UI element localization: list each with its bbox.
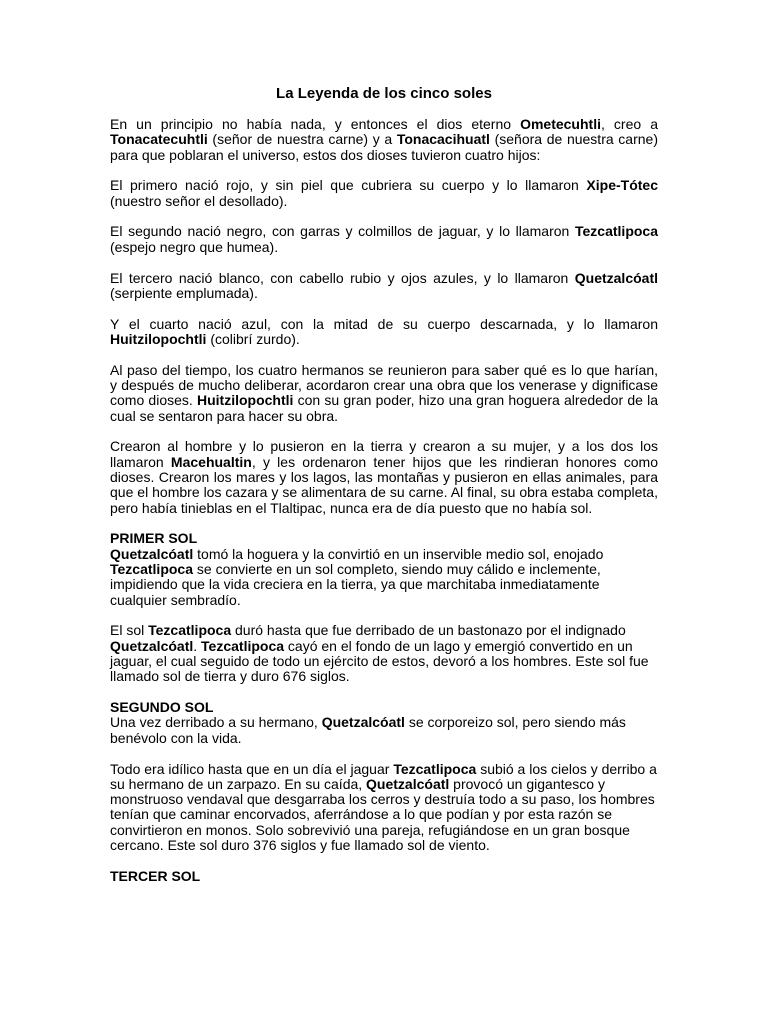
text-run: Una vez derribado a su hermano, [110, 714, 322, 731]
bold-name: Quetzalcóatl [110, 545, 194, 562]
text-run: . [193, 637, 202, 654]
paragraph [110, 531, 658, 607]
bold-name: Tonacacihuatl [396, 131, 490, 148]
text-run: El segundo nació negro, con garras y colmillos de jaguar, y lo llamaron [110, 223, 575, 240]
bold-name: Quetzalcóatl [110, 637, 194, 654]
text-run: se convierte en un sol completo, siendo muy cálido e inclemente, impidiendo que la vida creciera en la tierra, ya que marchitaba inmediatamente cualquier sembradío. [110, 561, 601, 608]
text-run: (colibrí zurdo). [206, 330, 300, 347]
bold-name: Macehualtin [170, 453, 252, 470]
bold-name: Huitzilopochtli [110, 330, 207, 347]
text-run: Al paso del tiempo, los cuatro hermanos se reunieron para saber qué es lo que harían, y después de mucho deliberar, acordaron crear una obra que los venerase y dignificase como dioses. [110, 361, 658, 409]
text-run: (serpiente emplumada). [110, 284, 258, 301]
paragraph [110, 762, 658, 854]
text-run: Todo era idílico hasta que en un día el jaguar [110, 760, 394, 777]
bold-name: Tezcatlipoca [393, 760, 477, 777]
bold-name: Huitzilopochtli [197, 392, 294, 409]
bold-name: Tonacatecuhtli [110, 131, 208, 148]
text-run: , y les ordenaron tener hijos que les rindieran honores como dioses. Crearon los mares y los lagos, las montañas y pusieron en ellas animales, para que el hombre los cazara y se alimentara de su carne. Al final, su obra estaba completa, pero había tinieblas en el Tlaltipac, nunca era de día puesto que no había sol. [110, 453, 658, 516]
text-run: (nuestro señor el desollado). [110, 192, 288, 209]
text-run: subió a los cielos y derribo a su hermano de un zarpazo. En su caída, [110, 760, 657, 792]
paragraph [110, 700, 658, 746]
bold-name: Tezcatlipoca [575, 223, 658, 240]
document-body [110, 117, 658, 900]
section-heading: TERCER SOL [110, 867, 201, 884]
text-run: , creo a [600, 116, 658, 132]
paragraph [110, 869, 658, 884]
text-run: se corporeizo sol, pero siendo más benévolo con la vida. [110, 714, 626, 746]
paragraph [110, 224, 658, 255]
text-run: El tercero nació blanco, con cabello rubio y ojos azules, y lo llamaron [110, 269, 575, 286]
text-run: (señora de nuestra carne) para que poblaran el universo, estos dos dioses tuvieron cuatro hijos: [110, 131, 658, 163]
bold-name: Ometecuhtli [520, 116, 601, 132]
text-run: Crearon al hombre y lo pusieron en la tierra y crearon a su mujer, y a los dos los llamaron [110, 438, 658, 470]
bold-name: Tezcatlipoca [110, 561, 193, 578]
text-run: El sol [110, 622, 149, 639]
paragraph [110, 271, 658, 302]
text-run: tomó la hoguera y la convirtió en un inservible medio sol, enojado [193, 545, 604, 562]
paragraph [110, 178, 658, 209]
text-run: El primero nació rojo, y sin piel que cubriera su cuerpo y lo llamaron [110, 177, 587, 194]
document-title: La Leyenda de los cinco soles [276, 85, 492, 102]
text-run: (espejo negro que humea). [110, 238, 279, 255]
paragraph [110, 363, 658, 424]
bold-name: Quetzalcóatl [366, 775, 450, 792]
text-run: En un principio no había nada, y entonces el dios eterno [110, 116, 521, 132]
text-run: cayó en el fondo de un lago y emergió convertido en un jaguar, el cual seguido de todo un ejército de estos, devoró a los hombres. Este sol fue llamado sol de tierra y duro 676 siglos. [110, 637, 649, 685]
paragraph [110, 317, 658, 348]
paragraph [110, 117, 658, 163]
paragraph [110, 439, 658, 515]
text-run: con su gran poder, hizo una gran hoguera alrededor de la cual se sentaron para hacer su obra. [110, 392, 658, 424]
section-heading: PRIMER SOL [110, 530, 198, 547]
bold-name: Quetzalcóatl [574, 269, 658, 286]
bold-name: Tezcatlipoca [201, 637, 285, 654]
bold-name: Quetzalcóatl [321, 714, 405, 731]
text-run: provocó un gigantesco y monstruoso vendaval que desgarraba los cerros y destruía todo a su paso, los hombres tenían que caminar encorvados, aferrándose a lo que podían y por esta razón se convirtieron en monos. Solo sobrevivió una pareja, refugiándose en un gran bosque cercano. Este sol duro 376 siglos y fue llamado sol de viento. [110, 775, 655, 853]
section-heading: SEGUNDO SOL [110, 699, 214, 716]
text-run: duró hasta que fue derribado de un bastonazo por el indignado [231, 622, 626, 639]
paragraph [110, 623, 658, 684]
text-run: (señor de nuestra carne) y a [207, 131, 397, 148]
text-run: Y el cuarto nació azul, con la mitad de su cuerpo descarnada, y lo llamaron [110, 315, 658, 332]
bold-name: Tezcatlipoca [148, 622, 232, 639]
bold-name: Xipe-Tótec [586, 177, 658, 194]
